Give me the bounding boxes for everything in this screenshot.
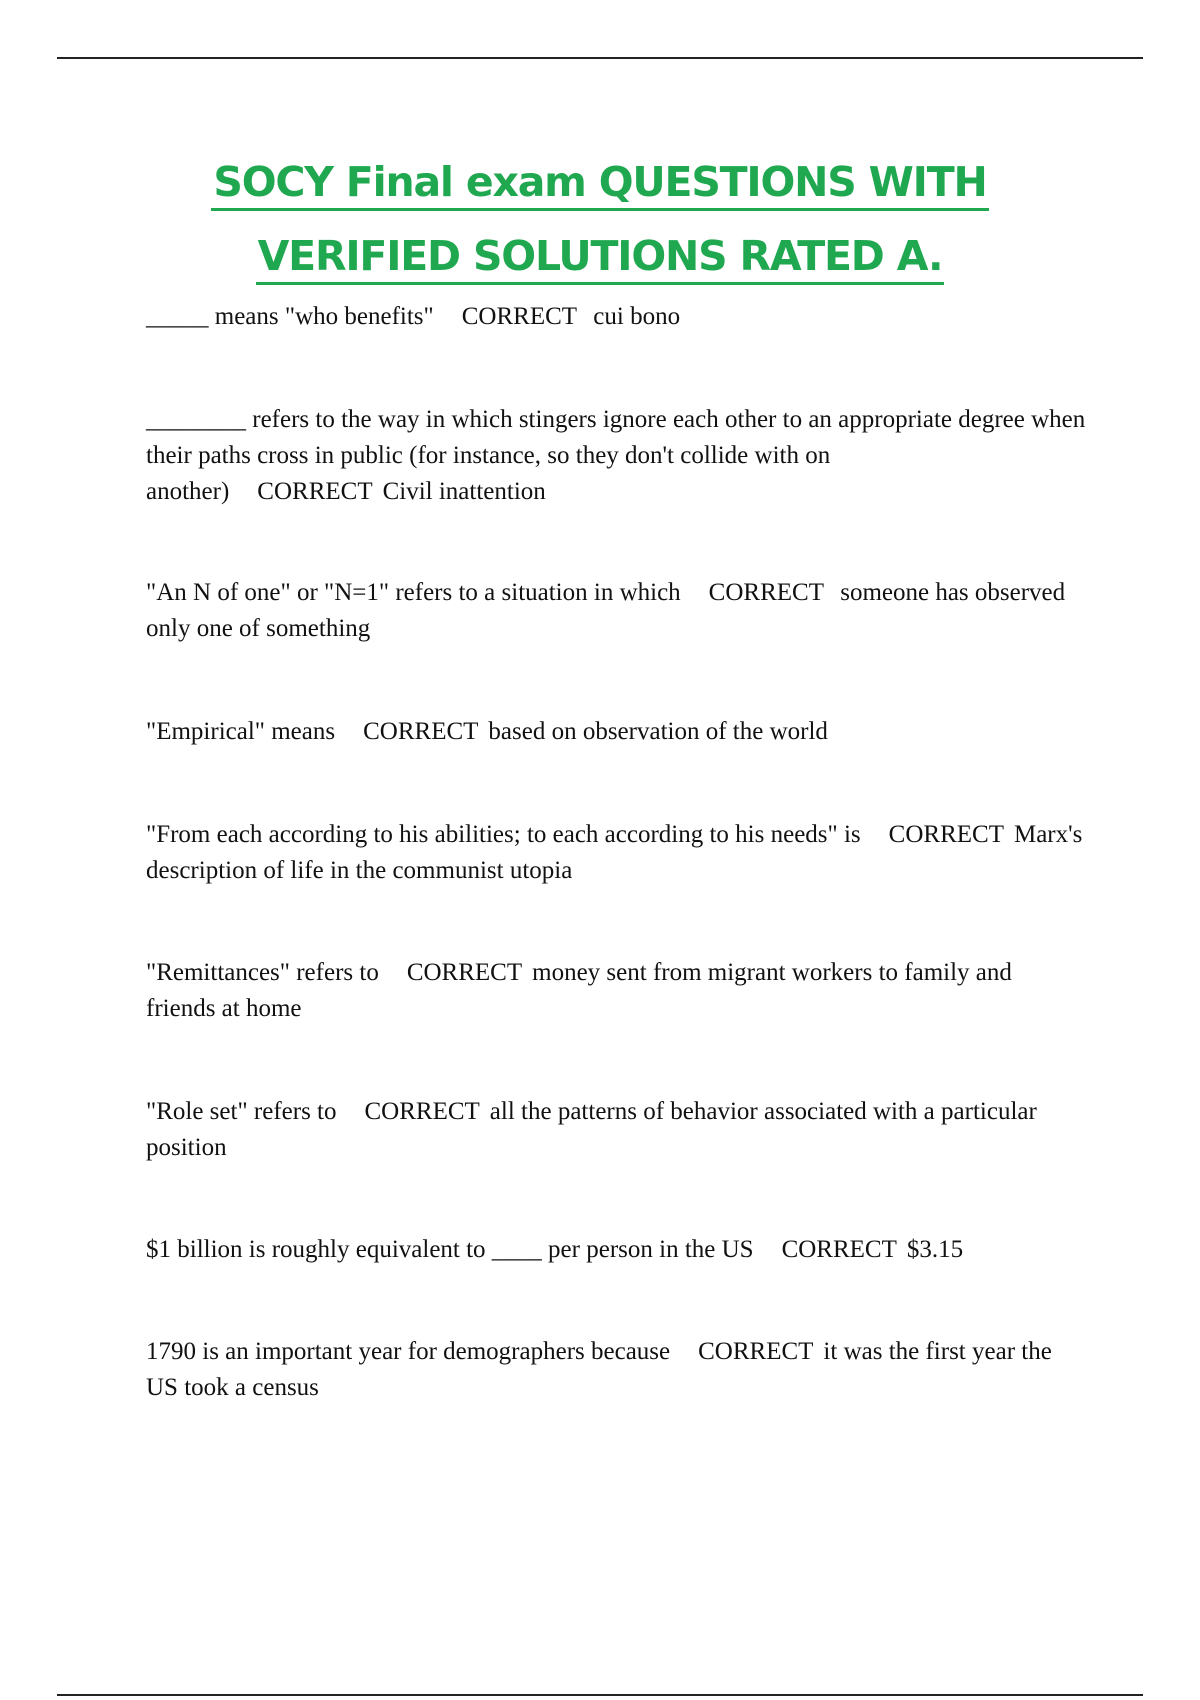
correct-marker: CORRECT	[461, 303, 578, 330]
answer-text: $3.15	[906, 1236, 964, 1263]
question-text: "Remittances" refers to	[146, 959, 379, 986]
header-rule	[57, 57, 1143, 59]
qa-item	[146, 1232, 1086, 1268]
correct-marker: CORRECT	[781, 1236, 897, 1263]
title-line-2: VERIFIED SOLUTIONS RATED A.	[256, 230, 945, 285]
qa-item	[146, 402, 1092, 510]
correct-marker: CORRECT	[364, 1098, 480, 1125]
qa-item	[146, 1094, 1086, 1166]
answer-text: all the patterns of behavior associated with a particular position	[146, 1098, 1044, 1161]
answer-text: money sent from migrant workers to family and friends at home	[146, 959, 1019, 1022]
question-text: "From each according to his abilities; to each according to his needs" is	[146, 821, 861, 848]
answer-text: cui bono	[587, 303, 681, 330]
qa-item	[146, 955, 1086, 1027]
correct-marker: CORRECT	[257, 478, 373, 505]
answer-text: Marx's description of life in the communist utopia	[146, 821, 1089, 884]
correct-marker: CORRECT	[698, 1338, 814, 1365]
question-text: 1790 is an important year for demographers because	[146, 1338, 671, 1365]
qa-item	[146, 299, 1086, 335]
document-title	[100, 148, 1100, 290]
correct-marker: CORRECT	[406, 959, 523, 986]
qa-list	[146, 299, 1092, 1406]
answer-text: based on observation of the world	[488, 718, 828, 745]
qa-item	[146, 1334, 1086, 1406]
correct-marker: CORRECT	[888, 821, 1004, 848]
correct-marker: CORRECT	[708, 579, 824, 606]
qa-item	[146, 817, 1089, 889]
qa-item	[146, 714, 1086, 750]
question-text: "Role set" refers to	[146, 1098, 337, 1125]
answer-text: Civil inattention	[382, 478, 546, 505]
title-line-1: SOCY Final exam QUESTIONS WITH	[211, 156, 988, 211]
answer-text: someone has observed only one of something	[146, 579, 1072, 642]
correct-marker: CORRECT	[363, 718, 479, 745]
qa-item	[146, 575, 1086, 647]
question-text: "Empirical" means	[146, 718, 336, 745]
question-text: ________ refers to the way in which stingers ignore each other to an appropriate degree when their paths cross in public (for instance, so they don't collide with on another)	[146, 406, 1092, 505]
question-text: _____ means "who benefits"	[146, 303, 434, 330]
answer-text: it was the first year the US took a census	[146, 1338, 1059, 1401]
footer-rule	[57, 1694, 1143, 1696]
question-text: "An N of one" or "N=1" refers to a situation in which	[146, 579, 681, 606]
question-text: $1 billion is roughly equivalent to ____ per person in the US	[146, 1236, 754, 1263]
